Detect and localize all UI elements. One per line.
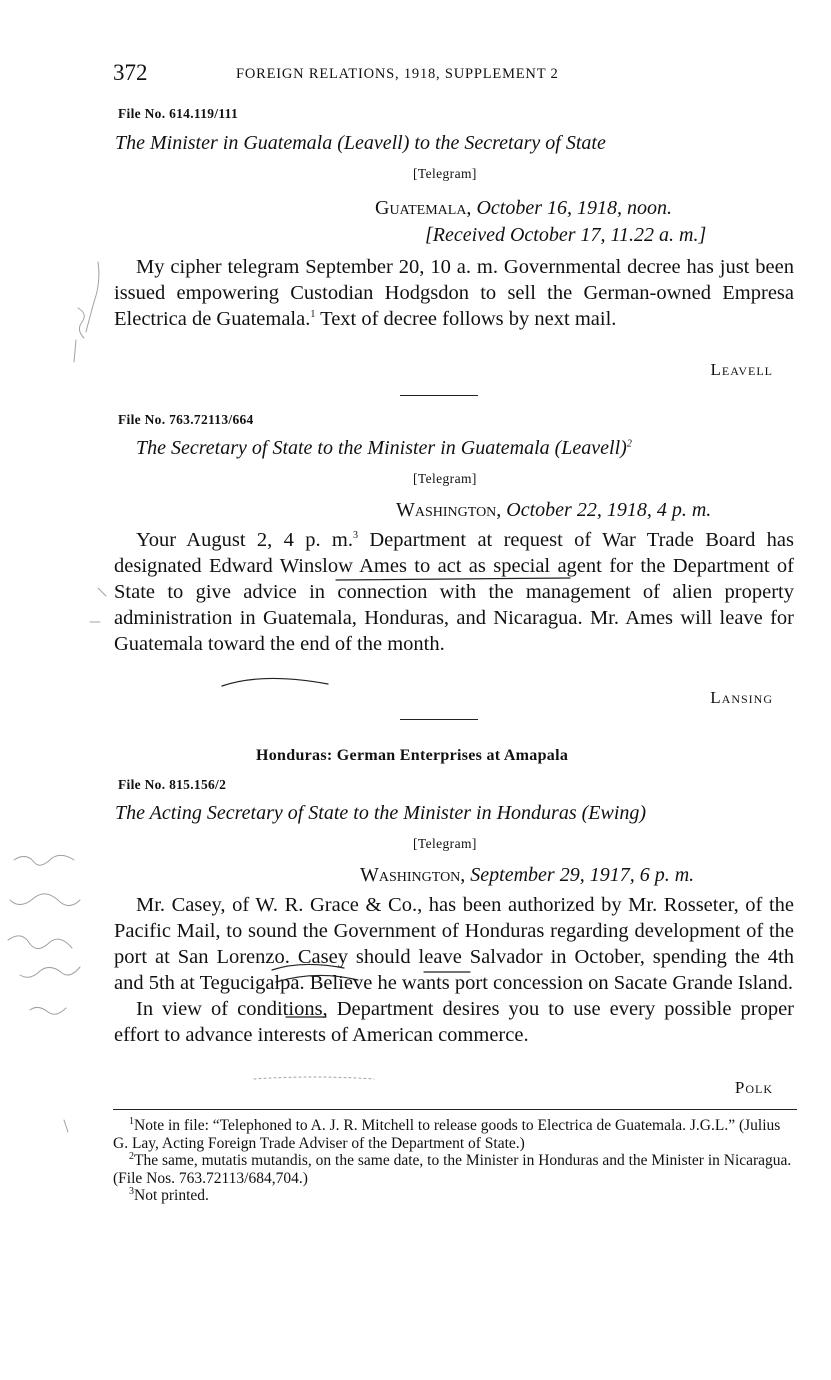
doc1-body-text: My cipher telegram September 20, 10 a. m. Governmental decree has just been issued empowering Custodian Hodgsdon to sell the German-owned Empresa Electrica de Guatemala. bbox=[114, 256, 794, 330]
doc1-file-number: File No. 614.119/111 bbox=[118, 106, 239, 121]
margin-scribble-3 bbox=[8, 936, 72, 949]
doc1-place: Guatemala, bbox=[375, 197, 472, 219]
doc3-place: Washington, bbox=[360, 864, 466, 886]
doc1-date: October 16, 1918, noon. bbox=[476, 197, 672, 219]
margin-stroke-3 bbox=[74, 340, 76, 362]
strike-month bbox=[222, 678, 328, 686]
doc2-body-start: Your August 2, 4 p. m. bbox=[136, 529, 353, 551]
section-heading: Honduras: German Enterprises at Amapala bbox=[256, 747, 569, 764]
doc3-telegram-label: [Telegram] bbox=[413, 836, 477, 851]
footnote-ref-3: 3 bbox=[352, 530, 358, 542]
margin-stroke-2 bbox=[78, 308, 84, 338]
doc2-telegram-label: [Telegram] bbox=[413, 471, 477, 486]
underline-ames bbox=[336, 578, 570, 580]
doc2-place: Washington, bbox=[396, 499, 502, 521]
footnote-2-text: The same, mutatis mutandis, on the same date, to the Minister in Honduras and the Minister in Nicaragua. (File Nos. 763.72113/684,704.) bbox=[113, 1152, 792, 1187]
doc2-signature: Lansing bbox=[710, 688, 773, 707]
doc2-title: The Secretary of State to the Minister in Guatemala (Leavell) bbox=[136, 437, 627, 459]
margin-scribble-4 bbox=[20, 967, 80, 977]
footnote-2-mark: 2 bbox=[129, 1150, 134, 1162]
footnote-1-text: Note in file: “Telephoned to A. J. R. Mitchell to release goods to Electrica de Guatemala. J.G.L.” (Julius G. Lay, Acting Foreign Trade Adviser of the Department of State.) bbox=[113, 1117, 781, 1152]
doc3-paragraph-2: In view of conditions, Department desires you to use every possible proper effort to advance interests of American commerce. bbox=[114, 998, 794, 1046]
doc1-title: The Minister in Guatemala (Leavell) to the Secretary of State bbox=[115, 132, 606, 154]
doc1-received: [Received October 17, 11.22 a. m.] bbox=[425, 224, 707, 246]
margin-scribble-2 bbox=[10, 894, 80, 906]
margin-scribble-5 bbox=[30, 1007, 66, 1014]
footnote-ref-1: 1 bbox=[310, 309, 316, 321]
margin-stroke-4 bbox=[98, 588, 106, 596]
page-number: 372 bbox=[113, 60, 148, 85]
doc3-title: The Acting Secretary of State to the Minister in Honduras (Ewing) bbox=[115, 802, 647, 824]
doc1-body-end: Text of decree follows by next mail. bbox=[315, 308, 617, 330]
doc2-file-number: File No. 763.72113/664 bbox=[118, 412, 254, 427]
doc1-telegram-label: [Telegram] bbox=[413, 166, 477, 181]
doc2-body-text: Department at request of War Trade Board has designated Edward Winslow Ames to act as special agent for the Department of State to give advice in connection with the management of alien property administration in Guatemala, Honduras, and Nicaragua. Mr. Ames will leave for Guatemala toward the end of the month. bbox=[114, 529, 794, 655]
footnote-3-text: Not printed. bbox=[134, 1187, 209, 1204]
margin-stroke-1 bbox=[86, 262, 99, 332]
doc3-paragraph-1: Mr. Casey, of W. R. Grace & Co., has been authorized by Mr. Rosseter, of the Pacific Mail, to sound the Government of Honduras regarding development of the port at San Lorenzo. Casey should leave Salvador in October, spending the 4th and 5th at Tegucigalpa. Believe he wants port concession on Sacate Grande Island. bbox=[114, 894, 794, 994]
underline-development bbox=[272, 964, 344, 970]
faint-underline bbox=[254, 1077, 374, 1079]
doc1-signature: Leavell bbox=[710, 360, 773, 379]
doc2-date: October 22, 1918, 4 p. m. bbox=[506, 499, 712, 521]
mark-october bbox=[276, 975, 358, 982]
running-title: FOREIGN RELATIONS, 1918, SUPPLEMENT 2 bbox=[236, 66, 559, 82]
doc3-date: September 29, 1917, 6 p. m. bbox=[470, 864, 695, 886]
footnote-1-mark: 1 bbox=[129, 1115, 134, 1127]
footnote-ref-2: 2 bbox=[626, 438, 632, 450]
doc3-file-number: File No. 815.156/2 bbox=[118, 777, 227, 792]
margin-scribble-1 bbox=[14, 855, 74, 865]
footnote-3-mark: 3 bbox=[129, 1185, 134, 1197]
margin-stroke-6 bbox=[64, 1120, 68, 1132]
doc3-signature: Polk bbox=[734, 1078, 773, 1097]
